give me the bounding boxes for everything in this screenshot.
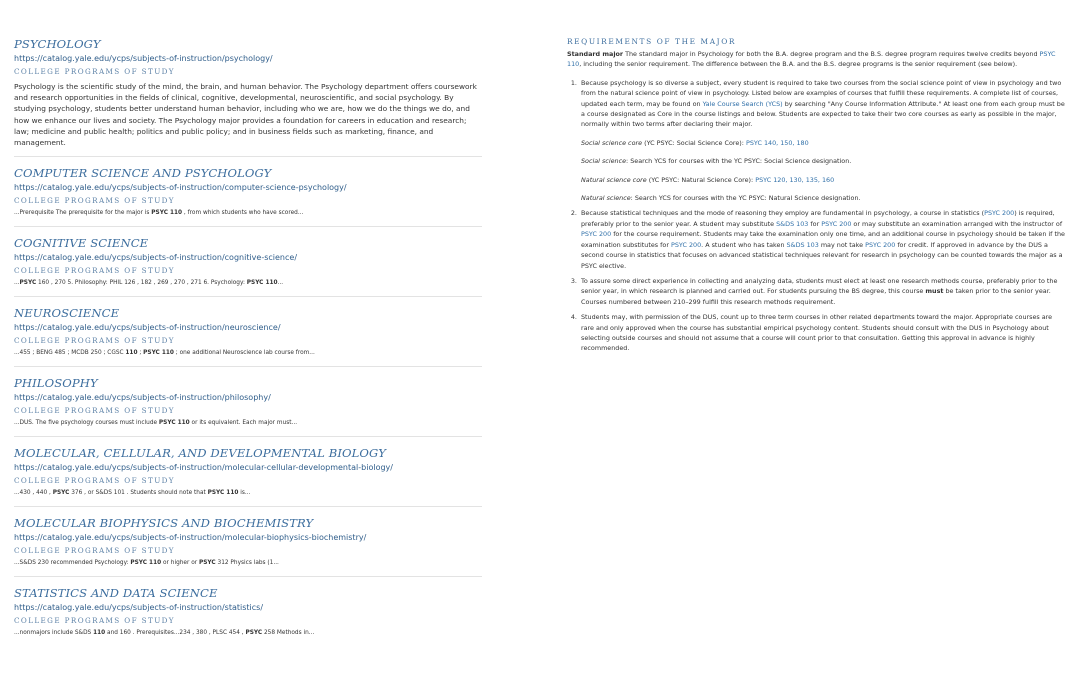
- snippet-highlight: PSYC: [245, 630, 263, 637]
- result-url-link[interactable]: https://catalog.yale.edu/ycps/subjects-of-instruction/computer-science-psychology/: [14, 183, 347, 193]
- snippet-highlight: PSYC: [52, 490, 70, 497]
- italic-label: Natural science core: [581, 175, 647, 184]
- result-description: Psychology is the scientific study of the mind, the brain, and human behavior. The Psychology department offers coursework and research opportunities in the fields of clinical, cognitive, developmental, neuroscientific, and social psychology. By studying psychology, students better understand human behavior, including who we are, how we do the things we do, and how we enhance our lives and society. The Psychology major provides a foundation for careers in education and research; law; medicine and public health; politics and public policy; and in business fields such as marketing, finance, and management.: [14, 82, 477, 148]
- snippet-text: ...455 ; BENG 485 ; MCDB 250 ; CGSC: [14, 350, 126, 357]
- requirements-intro: [567, 49, 1067, 70]
- search-result: [14, 445, 482, 507]
- snippet-highlight: 110: [125, 350, 138, 357]
- course-link[interactable]: PSYC 200: [865, 240, 896, 249]
- result-category: COLLEGE PROGRAMS OF STUDY: [14, 336, 175, 346]
- result-snippet: [14, 629, 482, 638]
- result-category: COLLEGE PROGRAMS OF STUDY: [14, 476, 175, 486]
- result-snippet: [14, 209, 482, 218]
- result-url-link[interactable]: https://catalog.yale.edu/ycps/subjects-of-instruction/cognitive-science/: [14, 253, 298, 263]
- snippet-text: 376 , or S&DS 101 . Students should note that: [69, 490, 208, 497]
- course-link[interactable]: PSYC 110: [567, 50, 1056, 69]
- course-link[interactable]: PSYC 140, 150, 180: [745, 138, 809, 147]
- snippet-text: 312 Physics labs (1...: [215, 560, 279, 567]
- snippet-text: is...: [238, 490, 251, 497]
- search-result: [14, 375, 482, 437]
- italic-label: Social science: [581, 157, 627, 166]
- text-run: Because psychology is so diverse a subject, every student is required to take two courses from the social science point of view in psychology and two from the natural science point of view in psychology. Listed below are examples of courses that fulfill these requirements. A complete list of courses, updated each term, may be found on: [581, 78, 1062, 108]
- italic-label: Social science core: [581, 138, 643, 147]
- snippet-text: 160 , 270 5. Philosophy: PHIL 126 , 182 , 269 , 270 , 271 6. Psychology:: [36, 280, 247, 287]
- text-run: for credit. If approved in advance by the DUS a second course in statistics that focuses on advanced statistical techniques relevant for research in psychology can be counted towards the major as a PSYC elective.: [581, 240, 1063, 270]
- result-snippet: [14, 419, 482, 428]
- text-run: : Search YCS for courses with the YC PSYC: Natural Science designation.: [630, 194, 861, 203]
- text-run: (YC PSYC: Natural Science Core):: [646, 175, 756, 184]
- snippet-highlight: PSYC 110: [207, 490, 239, 497]
- snippet-text: ...nonmajors include S&DS: [14, 630, 94, 637]
- text-run: . A student who has taken: [701, 240, 787, 249]
- requirement-item: [579, 78, 1067, 204]
- requirement-subitem: [581, 156, 1067, 166]
- text-run: ) is required, preferably prior to the senior year. A student may substitute: [581, 209, 1055, 228]
- snippet-text: ...S&DS 230 recommended Psychology:: [14, 560, 131, 567]
- result-snippet: [14, 349, 482, 358]
- requirement-subitem: [581, 175, 1067, 185]
- snippet-highlight: PSYC: [19, 280, 37, 287]
- search-result: [14, 36, 482, 157]
- snippet-text: ...430 , 440 ,: [14, 490, 53, 497]
- text-run: be taken prior to the senior year. Courses numbered between 210–299 fulfill this research methods requirement.: [581, 287, 1051, 306]
- result-title-link[interactable]: COGNITIVE SCIENCE: [14, 236, 149, 251]
- result-snippet: [14, 489, 482, 498]
- result-title-link[interactable]: PSYCHOLOGY: [14, 37, 101, 51]
- course-link[interactable]: Yale Course Search (YCS): [702, 99, 783, 108]
- requirement-subitem: [581, 193, 1067, 203]
- result-url-link[interactable]: https://catalog.yale.edu/ycps/subjects-of-instruction/statistics/: [14, 603, 264, 613]
- snippet-text: ;: [137, 350, 144, 357]
- snippet-highlight: PSYC: [199, 560, 216, 567]
- text-run: may not take: [818, 240, 866, 249]
- text-run: , including the senior requirement. The difference between the B.A. and the B.S. degree programs is the senior requirement (see below).: [579, 60, 1018, 69]
- italic-label: Natural science: [581, 194, 631, 203]
- text-run: (YC PSYC: Social Science Core):: [642, 138, 746, 147]
- course-link[interactable]: PSYC 120, 130, 135, 160: [755, 175, 835, 184]
- snippet-text: ; one additional Neuroscience lab course from...: [173, 350, 315, 357]
- search-result: [14, 305, 482, 367]
- text-run: or may substitute an examination arranged with the instructor of: [851, 219, 1063, 228]
- result-category: COLLEGE PROGRAMS OF STUDY: [14, 616, 175, 626]
- result-category: COLLEGE PROGRAMS OF STUDY: [14, 196, 175, 206]
- text-run: Because statistical techniques and the mode of reasoning they employ are fundamental in psychology, a course in statistics (: [581, 209, 985, 218]
- course-link[interactable]: S&DS 103: [786, 240, 819, 249]
- requirement-item: [579, 312, 1067, 354]
- search-results: [14, 36, 482, 654]
- snippet-highlight: PSYC 110: [158, 420, 190, 427]
- result-snippet: [14, 559, 482, 568]
- text-run: for the course requirement. Students may take the examination only one time, and an additional course in psychology should be taken if the examination substitutes for: [581, 230, 1065, 249]
- text-run: for: [808, 219, 822, 228]
- snippet-highlight: PSYC 110: [246, 280, 278, 287]
- snippet-text: ...: [14, 280, 20, 287]
- snippet-text: 258 Methods in...: [262, 630, 315, 637]
- result-title-link[interactable]: MOLECULAR BIOPHYSICS AND BIOCHEMISTRY: [14, 516, 314, 531]
- snippet-text: or higher or: [161, 560, 199, 567]
- result-category: COLLEGE PROGRAMS OF STUDY: [14, 67, 175, 76]
- result-title-link[interactable]: PHILOSOPHY: [14, 376, 98, 391]
- text-run: Students may, with permission of the DUS, count up to three term courses in other related departments toward the major. Appropriate courses are rare and only approved when the course has substantial empirical psychology content. Students should consult with the DUS in Psychology about selecting outside courses and should not assume that a course will count prior to that consultation. Getting this approval in advance is highly recommended.: [581, 313, 1053, 353]
- result-category: COLLEGE PROGRAMS OF STUDY: [14, 266, 175, 276]
- requirements-list: [567, 78, 1067, 354]
- result-title-link[interactable]: MOLECULAR, CELLULAR, AND DEVELOPMENTAL BIOLOGY: [14, 446, 386, 461]
- search-result: [14, 235, 482, 297]
- course-link[interactable]: PSYC 200: [581, 230, 612, 239]
- result-url-link[interactable]: https://catalog.yale.edu/ycps/subjects-of-instruction/philosophy/: [14, 393, 271, 403]
- requirement-item: [579, 208, 1067, 270]
- text-run: : Search YCS for courses with the YC PSYC: Social Science designation.: [626, 157, 852, 166]
- result-category: COLLEGE PROGRAMS OF STUDY: [14, 546, 175, 556]
- result-url-link[interactable]: https://catalog.yale.edu/ycps/subjects-of-instruction/molecular-biophysics-biochemistry/: [14, 533, 367, 543]
- bold-text: Standard major: [567, 50, 624, 58]
- course-link[interactable]: PSYC 200: [670, 240, 702, 249]
- snippet-highlight: PSYC 110: [151, 210, 183, 217]
- text-run: by searching "Any Course Information Attribute." At least one from each group must be a course designated as Core in the course listings and below. Students are expected to take their two core courses as early as possible in the major, normally within two terms after declaring their major.: [581, 99, 1065, 129]
- bold-text: must: [925, 287, 944, 296]
- course-link[interactable]: PSYC 200: [984, 209, 1015, 218]
- text-run: To assure some direct experience in collecting and analyzing data, students must elect at least one research methods course, preferably prior to the senior year, in which research is planned and carried out. For students pursuing the BS degree, this course: [581, 276, 1058, 296]
- snippet-text: , from which students who have scored...: [182, 210, 304, 217]
- result-title-link[interactable]: STATISTICS AND DATA SCIENCE: [14, 586, 218, 601]
- text-run: The standard major in Psychology for both the B.A. degree program and the B.S. degree program requires twelve credits beyond: [623, 50, 1040, 58]
- requirement-subitem: [581, 138, 1067, 148]
- search-result: [14, 515, 482, 577]
- result-title-link[interactable]: NEUROSCIENCE: [14, 306, 120, 321]
- requirement-item: [579, 276, 1067, 307]
- requirements-heading: REQUIREMENTS OF THE MAJOR: [567, 37, 737, 46]
- snippet-text: and 160 . Prerequisites...234 , 380 , PLSC 454 ,: [105, 630, 246, 637]
- snippet-highlight: 110: [93, 630, 106, 637]
- search-result: [14, 585, 482, 646]
- course-link[interactable]: PSYC 200: [821, 219, 852, 228]
- result-snippet: [14, 279, 482, 288]
- result-title-link[interactable]: COMPUTER SCIENCE AND PSYCHOLOGY: [14, 166, 272, 181]
- result-category: COLLEGE PROGRAMS OF STUDY: [14, 406, 175, 416]
- snippet-highlight: PSYC 110: [130, 560, 162, 567]
- snippet-highlight: PSYC 110: [143, 350, 174, 357]
- course-link[interactable]: S&DS 103: [776, 219, 809, 228]
- snippet-text: ...Prerequisite The prerequisite for the major is: [14, 210, 152, 217]
- requirements-panel: [567, 36, 1067, 359]
- result-url-link[interactable]: https://catalog.yale.edu/ycps/subjects-of-instruction/molecular-cellular-developmental-biology/: [14, 463, 393, 473]
- snippet-text: or its equivalent. Each major must...: [189, 420, 298, 427]
- result-url-link[interactable]: https://catalog.yale.edu/ycps/subjects-of-instruction/psychology/: [14, 54, 273, 63]
- result-url-link[interactable]: https://catalog.yale.edu/ycps/subjects-of-instruction/neuroscience/: [14, 323, 281, 333]
- snippet-text: ...DUS. The five psychology courses must include: [14, 420, 159, 427]
- snippet-text: ...: [277, 280, 284, 287]
- search-result: [14, 165, 482, 227]
